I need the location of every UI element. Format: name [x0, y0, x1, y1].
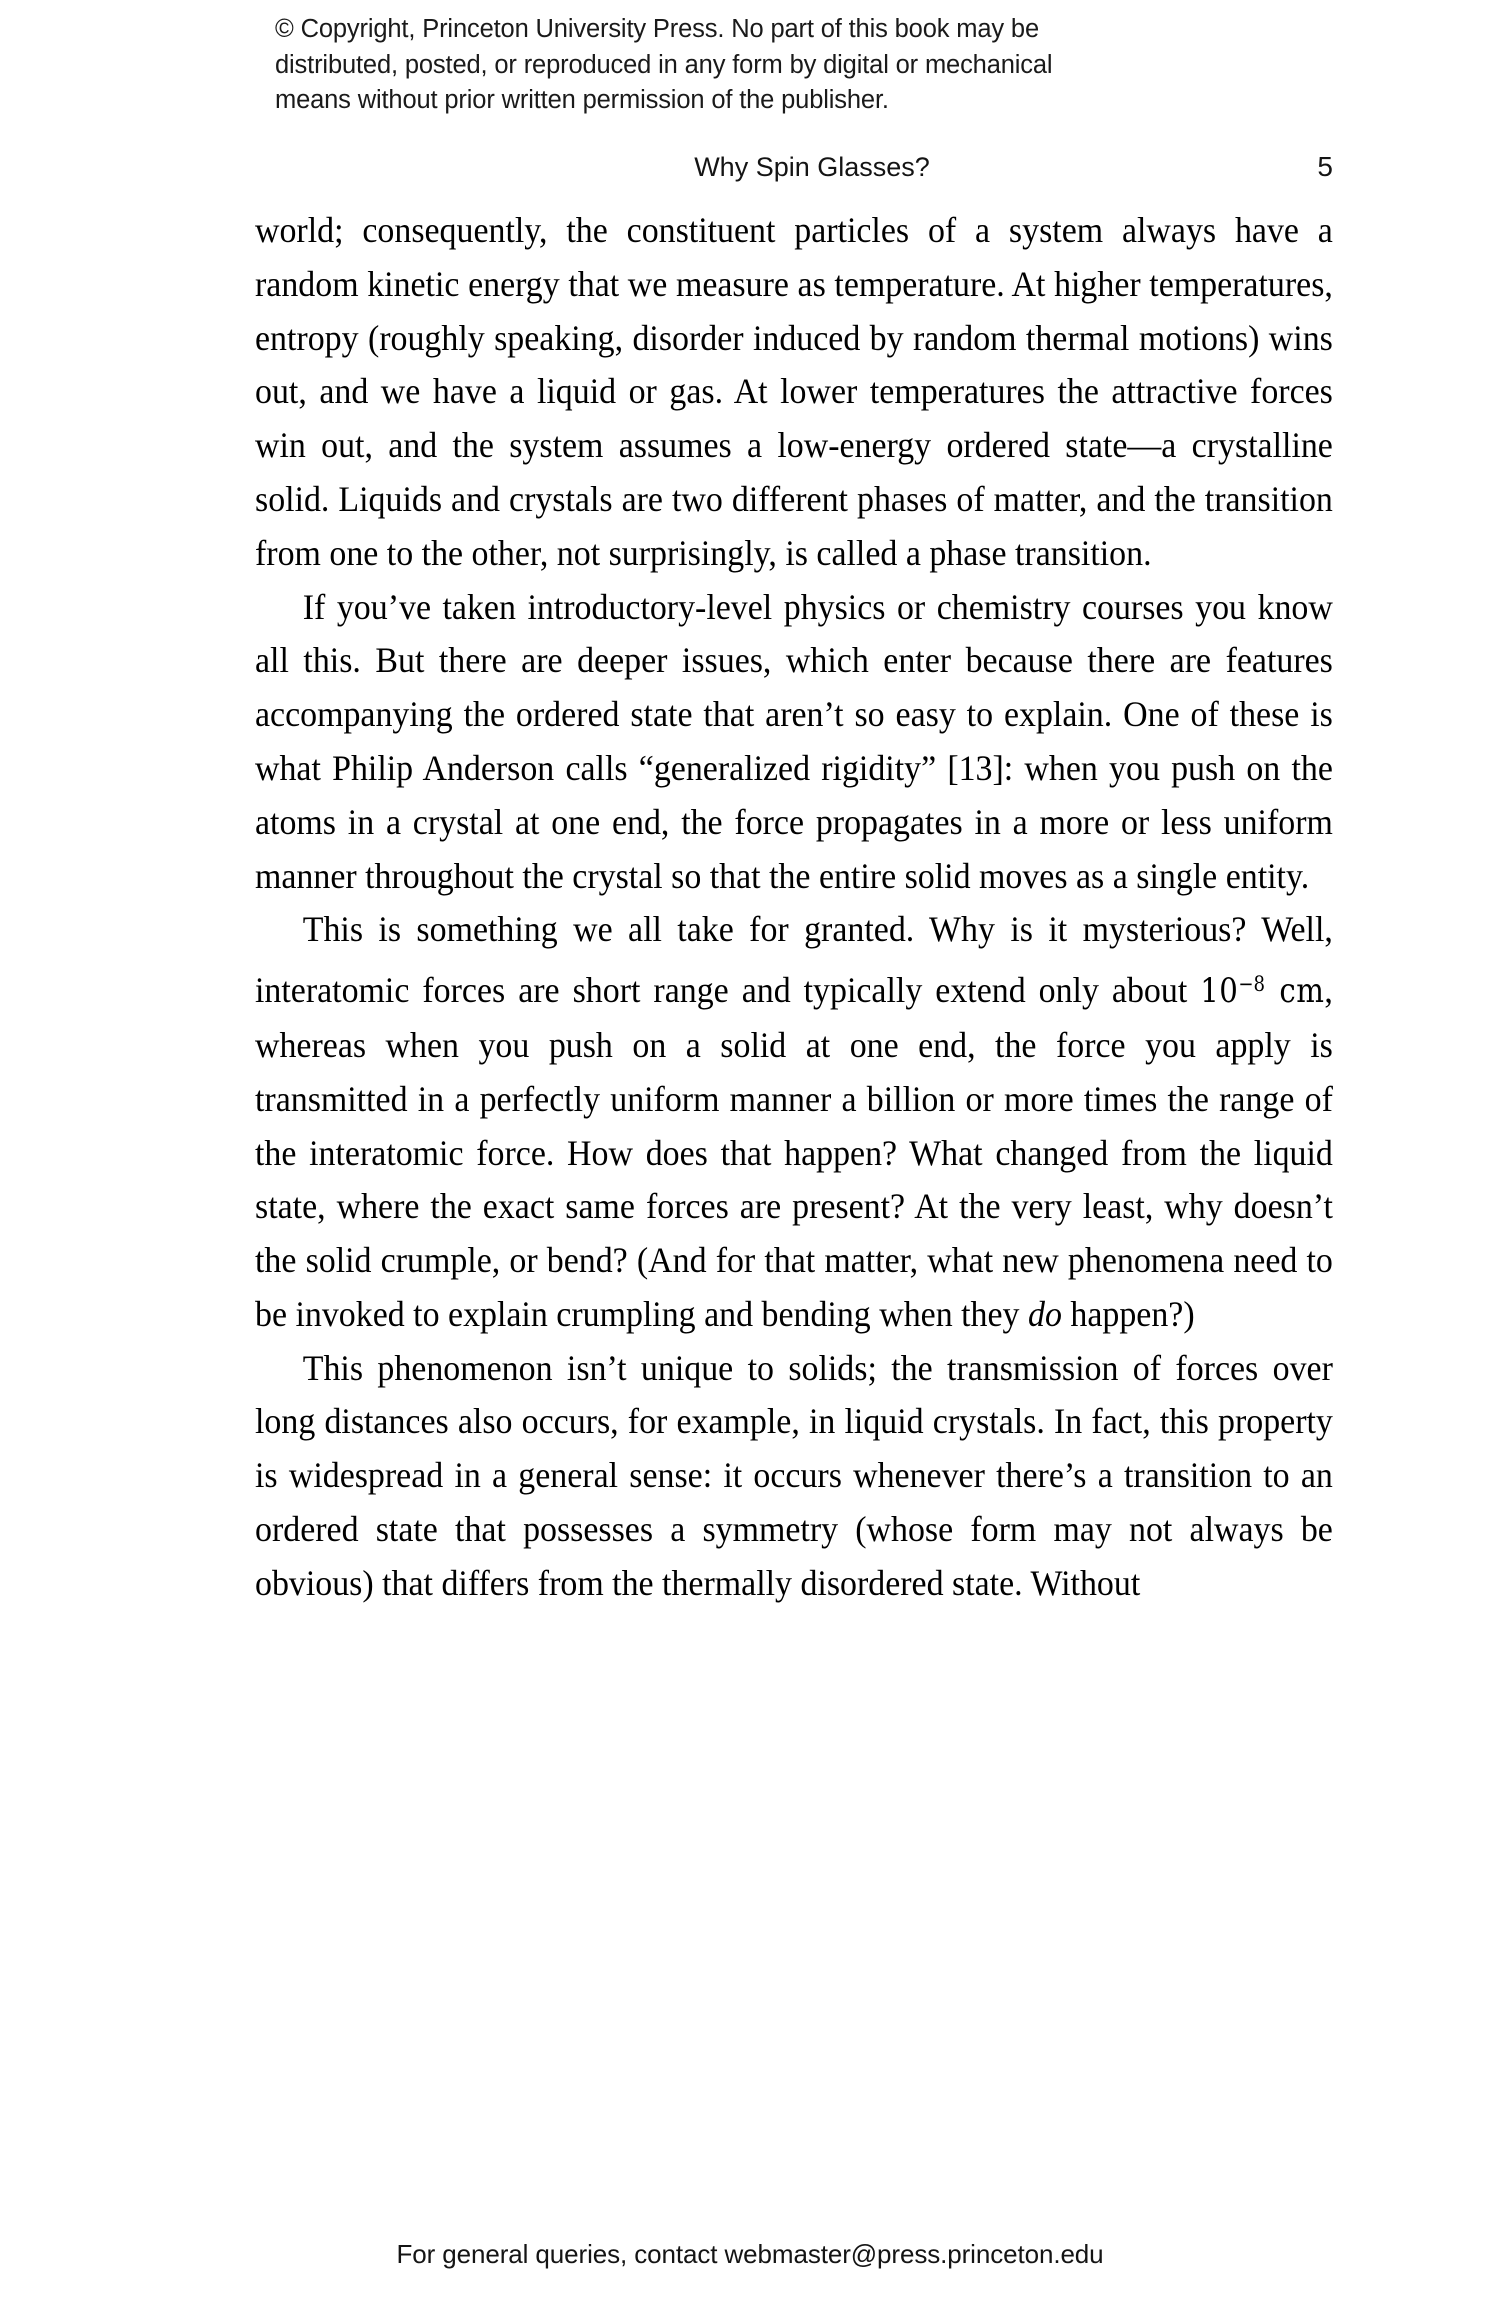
copyright-line-1: © Copyright, Princeton University Press. No part of this book may be: [275, 15, 1039, 43]
copyright-notice: [275, 12, 1205, 119]
footer-queries-line: For general queries, contact webmaster@press.princeton.edu: [396, 2239, 1104, 2269]
paragraph-text-after-math: , whereas when you push on a solid at one end, the force you apply is transmitted in a perfectly uniform manner a billion or more times the range of the interatomic force. How does that happen? What changed from the liquid state, where the exact same forces are present? At the very least, why doesn’t the solid crumple, or bend? (And for that matter, what new phenomena need to be invoked to explain crumpling and bending when they: [255, 970, 1333, 1334]
paragraph-this-phenomenon: This phenomenon isn’t unique to solids; the transmission of forces over long distances also occurs, for example, in liquid crystals. In fact, this property is widespread in a general sense: it occurs whenever there’s a transition to an ordered state that possesses a symmetry (whose form may not always be obvious) that differs from the thermally disordered state. Without: [255, 1347, 1333, 1603]
math-unit: cm: [1279, 971, 1325, 1012]
body-text-block: [255, 204, 1333, 1611]
math-base: 10: [1200, 971, 1239, 1012]
emphasized-word-do: do: [1027, 1293, 1062, 1334]
copyright-line-3: means without prior written permission of the publisher.: [275, 86, 889, 114]
running-head-title: Why Spin Glasses?: [694, 152, 930, 182]
copyright-line-2: distributed, posted, or reproduced in any form by digital or mechanical: [275, 50, 1053, 79]
scientific-notation: [1200, 971, 1324, 1011]
page-number: 5: [1317, 151, 1333, 182]
paragraph-text-tail: happen?): [1061, 1293, 1195, 1334]
paragraph-if-youve-taken: If you’ve taken introductory-level physics or chemistry courses you know all this. But there are deeper issues, which enter because there are features accompanying the ordered state that aren’t so easy to explain. One of these is what Philip Anderson calls “generalized rigidity” [13]: when you push on the atoms in a crystal at one end, the force propagates in a more or less uniform manner throughout the crystal so that the entire solid moves as a single entity.: [255, 586, 1333, 896]
paragraph-text-before-math: This is something we all take for granted. Why is it mysterious? Well, interatomic forces are short range and typically extend only about: [255, 909, 1333, 1011]
paragraph-world-consequently: world; consequently, the constituent particles of a system always have a random kinetic energy that we measure as temperature. At higher temperatures, entropy (roughly speaking, disorder induced by random thermal motions) wins out, and we have a liquid or gas. At lower temperatures the attractive forces win out, and the system assumes a low-energy ordered state—a crystalline solid. Liquids and crystals are two different phases of matter, and the transition from one to the other, not surprisingly, is called a phase transition.: [255, 210, 1333, 573]
paragraph-this-is-something: [255, 903, 1333, 1341]
running-head: [255, 148, 1333, 186]
math-exponent: −8: [1238, 971, 1266, 997]
